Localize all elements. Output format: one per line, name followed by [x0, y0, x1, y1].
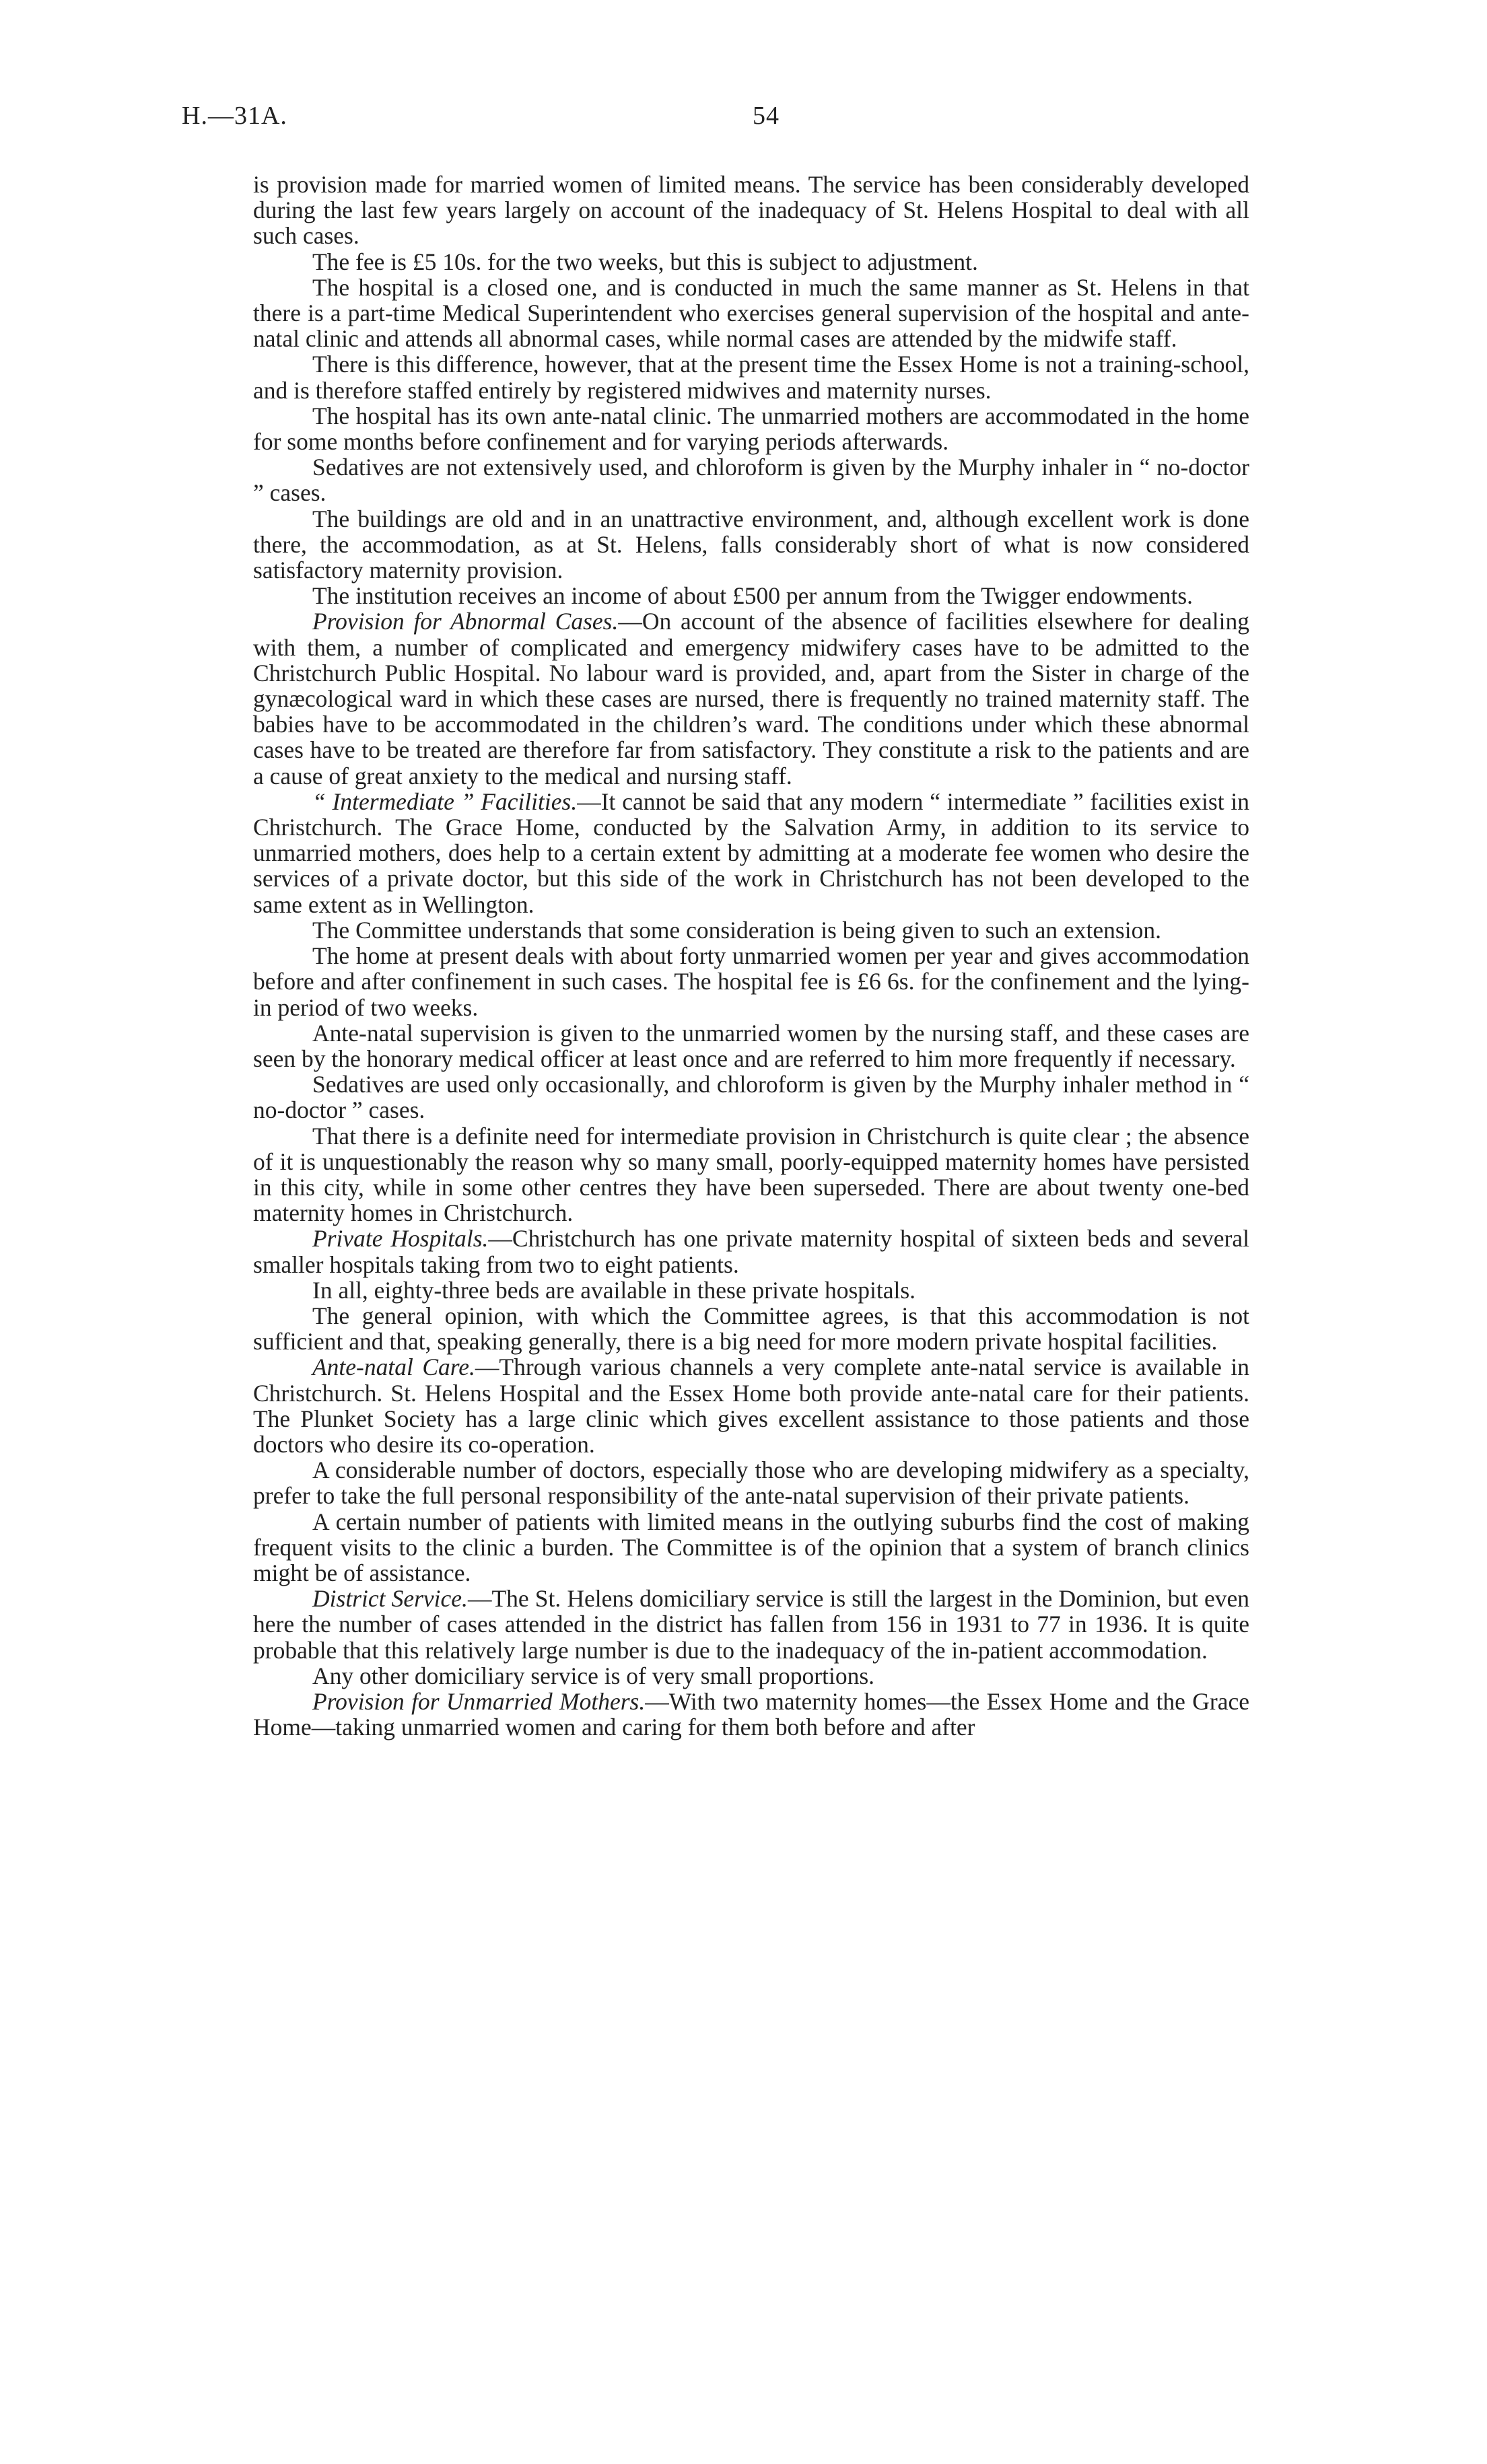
paragraph: The hospital has its own ante-natal clinic. The unmarried mothers are accommodated in the home for some months before confinement and for varying periods afterwards.	[253, 402, 1249, 456]
section-paragraph: Provision for Unmarried Mothers.—With two maternity homes—the Essex Home and the Grace Home—taking unmarried women and caring for them both before and after	[253, 1687, 1249, 1741]
section-paragraph: “ Intermediate ” Facilities.—It cannot be said that any modern “ intermediate ” facilities exist in Christchurch. The Grace Home, conducted by the Salvation Army, in addition to its service to unmarried mothers, does help to a certain extent by admitting at a moderate fee women who desire the services of a private doctor, but this side of the work in Christchurch has not been developed to the same extent as in Wellington.	[253, 787, 1249, 918]
section-heading: District Service.	[312, 1585, 468, 1613]
page-number: 54	[753, 102, 780, 130]
section-paragraph: Private Hospitals.—Christchurch has one private maternity hospital of sixteen beds and several smaller hospitals taking from two to eight patients.	[253, 1225, 1249, 1278]
paragraph: A considerable number of doctors, especially those who are developing midwifery as a specialty, prefer to take the full personal responsibility of the ante-natal supervision of their private patients.	[253, 1456, 1249, 1510]
paragraph: The Committee understands that some consideration is being given to such an extension.	[312, 916, 1161, 944]
section-heading: “ Intermediate ” Facilities.	[312, 787, 578, 815]
section-heading: Ante-natal Care.	[312, 1353, 475, 1381]
paragraph: Any other domiciliary service is of very small proportions.	[312, 1662, 875, 1689]
body-text	[253, 172, 1249, 1740]
paragraph: The fee is £5 10s. for the two weeks, but this is subject to adjustment.	[312, 248, 978, 275]
paragraph: is provision made for married women of limited means. The service has been considerably developed during the last few years largely on account of the inadequacy of St. Helens Hospital to deal with all such cases.	[253, 171, 1249, 250]
paragraph: Sedatives are used only occasionally, and chloroform is given by the Murphy inhaler method in “ no-doctor ” cases.	[253, 1071, 1249, 1124]
section-heading: Provision for Abnormal Cases.	[312, 608, 619, 635]
paragraph: Ante-natal supervision is given to the unmarried women by the nursing staff, and these cases are seen by the honorary medical officer at least once and are referred to him more frequently if necessary.	[253, 1019, 1249, 1072]
paragraph: In all, eighty-three beds are available in these private hospitals.	[312, 1276, 916, 1304]
section-paragraph: Ante-natal Care.—Through various channels a very complete ante-natal service is available in Christchurch. St. Helens Hospital and the Essex Home both provide ante-natal care for their patients. The Plunket Society has a large clinic which gives excellent assistance to those patients and those doctors who desire its co-operation.	[253, 1353, 1249, 1458]
section-heading: Provision for Unmarried Mothers.	[312, 1687, 646, 1715]
paragraph: That there is a definite need for intermediate provision in Christchurch is quite clear ; the absence of it is unquestionably the reason why so many small, poorly-equipped maternity homes have persisted in this city, while in some other centres they have been superseded. There are about twenty one-bed maternity homes in Christchurch.	[253, 1122, 1249, 1227]
paragraph: The hospital is a closed one, and is conducted in much the same manner as St. Helens in that there is a part-time Medical Superintendent who exercises general supervision of the hospital and ante-natal clinic and attends all abnormal cases, while normal cases are attended by the midwife staff.	[253, 273, 1249, 353]
document-reference: H.—31A.	[182, 102, 287, 130]
section-heading: Private Hospitals.	[312, 1225, 489, 1253]
paragraph: The institution receives an income of about £500 per annum from the Twigger endowments.	[312, 582, 1194, 610]
paragraph: The general opinion, with which the Committee agrees, is that this accommodation is not sufficient and that, speaking generally, there is a big need for more modern private hospital facilities.	[253, 1302, 1249, 1356]
paragraph: There is this difference, however, that at the present time the Essex Home is not a training-school, and is therefore staffed entirely by registered midwives and maternity nurses.	[253, 351, 1249, 404]
section-paragraph: Provision for Abnormal Cases.—On account of the absence of facilities elsewhere for dealing with them, a number of complicated and emergency midwifery cases have to be admitted to the Christchurch Public Hospital. No labour ward is provided, and, apart from the Sister in charge of the gynæcological ward in which these cases are nursed, there is frequently no trained maternity staff. The babies have to be accommodated in the children’s ward. The conditions under which these abnormal cases have to be treated are therefore far from satisfactory. They constitute a risk to the patients and are a cause of great anxiety to the medical and nursing staff.	[253, 608, 1249, 789]
section-paragraph: District Service.—The St. Helens domiciliary service is still the largest in the Dominion, but even here the number of cases attended in the district has fallen from 156 in 1931 to 77 in 1936. It is quite probable that this relatively large number is due to the inadequacy of the in-patient accommodation.	[253, 1585, 1249, 1664]
paragraph: The buildings are old and in an unattractive environment, and, although excellent work is done there, the accommodation, as at St. Helens, falls considerably short of what is now considered satisfactory maternity provision.	[253, 505, 1249, 584]
paragraph: The home at present deals with about forty unmarried women per year and gives accommodation before and after confinement in such cases. The hospital fee is £6 6s. for the confinement and the lying-in period of two weeks.	[253, 942, 1249, 1021]
paragraph: Sedatives are not extensively used, and chloroform is given by the Murphy inhaler in “ no-doctor ” cases.	[253, 454, 1249, 507]
paragraph: A certain number of patients with limited means in the outlying suburbs find the cost of making frequent visits to the clinic a burden. The Committee is of the opinion that a system of branch clinics might be of assistance.	[253, 1508, 1249, 1586]
page-header	[182, 101, 1259, 141]
